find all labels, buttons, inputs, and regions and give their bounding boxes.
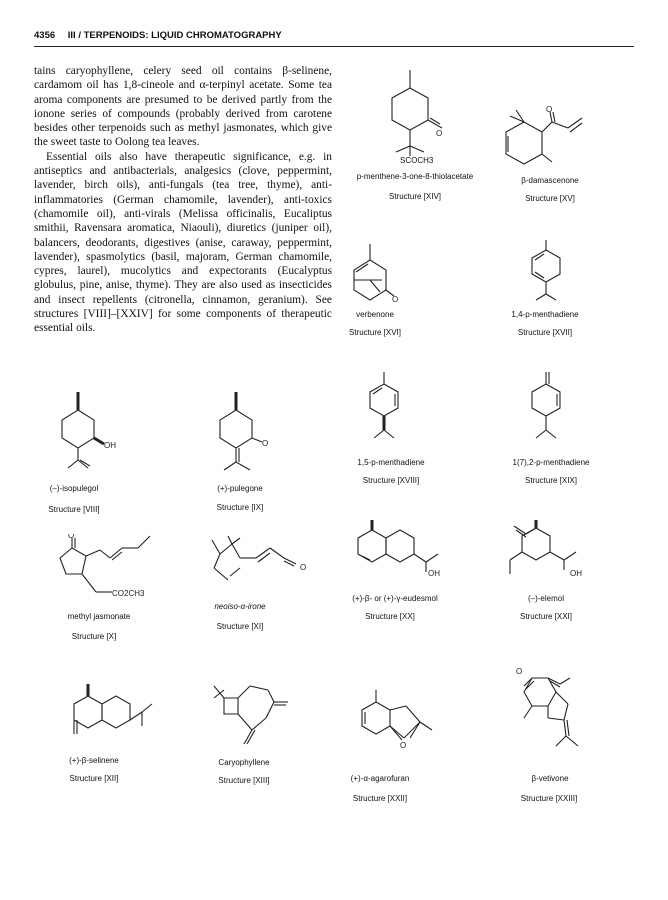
structure-xi-drawing <box>200 536 330 596</box>
structure-xxiii-drawing <box>506 664 616 774</box>
s8-name: (–)-isopulegol <box>49 484 99 493</box>
s8-hydroxyl: OH <box>104 441 116 450</box>
s10-ester: CO2CH3 <box>112 589 145 598</box>
s22-label: Structure [XXII] <box>352 794 408 803</box>
s9-label: Structure [IX] <box>216 503 264 512</box>
s19-name: 1(7),2-p-menthadiene <box>512 458 590 467</box>
s10-oxygen: O <box>68 534 75 540</box>
s14-atom-scoch3: SCOCH3 <box>400 156 434 165</box>
structure-xvi-drawing <box>342 238 422 318</box>
s18-name: 1,5-p-menthadiene <box>357 458 425 467</box>
s11-label: Structure [XI] <box>216 622 264 631</box>
s15-oxygen: O <box>546 105 553 114</box>
s22-oxygen: O <box>400 741 407 750</box>
header-rule <box>34 46 634 47</box>
s11-name: neoiso-α-irone <box>214 602 266 611</box>
s15-name: β-damascenone <box>521 176 579 185</box>
s16-label: Structure [XVI] <box>348 328 402 337</box>
paragraph-2: Essential oils also have therapeutic significance, e.g. in antiseptics and antibacterials, analgesics (clove, peppermint, lavender, birch oils), anti-fungals (tea tree, thyme), anti-inflammatories (German chamomile, lavender), anti-toxics (chamomile oil), anti-virals (Melissa officinalis, Eucaliptus smithii, Ravensara aromatica, Niaouli), diuretics (juniper oil), balancers, deodorants, digestives (anise, caraway, peppermint, lavender), spasmolytics (basil, majoram, German chamomile, cypres, laurel), mucolytics and expectorants (Eucalyptus globulus, pine, anise, thyme). They are also used as insecticides and insect repellents (citronella, cinnamon, geranium). See structures [VIII]–[XXIV] for some components of therapeutic essential oils. <box>34 150 332 335</box>
s17-label: Structure [XVII] <box>517 328 573 337</box>
page-number: 4356 <box>34 30 56 41</box>
s23-oxygen: O <box>516 667 523 676</box>
s17-name: 1,4-p-menthadiene <box>511 310 579 319</box>
s20-hydroxyl: OH <box>428 569 440 578</box>
s18-label: Structure [XVIII] <box>362 476 420 485</box>
s22-name: (+)-α-agarofuran <box>350 774 410 783</box>
s8-label: Structure [VIII] <box>48 505 100 514</box>
s21-label: Structure [XXI] <box>519 612 573 621</box>
s10-name: methyl jasmonate <box>67 612 131 621</box>
s14-name: p-menthene-3-one-8-thiolacetate <box>356 172 474 181</box>
s16-name: verbenone <box>356 310 394 319</box>
s10-label: Structure [X] <box>71 632 117 641</box>
s20-label: Structure [XX] <box>365 612 415 621</box>
structure-viii-drawing <box>56 390 146 480</box>
section-title: III / TERPENOIDS: LIQUID CHROMATOGRAPHY <box>67 30 282 41</box>
s23-label: Structure [XXIII] <box>520 794 578 803</box>
s12-label: Structure [XII] <box>69 774 119 783</box>
structure-xix-drawing <box>520 370 580 450</box>
s16-oxygen: O <box>392 295 399 304</box>
structure-xv-drawing <box>494 104 614 174</box>
s20-name: (+)-β- or (+)-γ-eudesmol <box>352 594 438 603</box>
s23-name: β-vetivone <box>531 774 569 783</box>
paragraph-1: tains caryophyllene, celery seed oil contains β-selinene, cardamom oil has 1,8-cineole and α-terpinyl acetate. Some tea aroma components are presumed to be derived partly from the ionone series of compounds (probably derived from carotene besides other terpenoids such as methyl jasmonates, which give the sweet taste to Oolong tea leaves. <box>34 65 332 149</box>
s15-label: Structure [XV] <box>525 194 575 203</box>
s9-oxygen: O <box>262 439 269 448</box>
s21-name: (–)-elemol <box>527 594 564 603</box>
s14-label: Structure [XIV] <box>388 192 442 201</box>
structure-xiii-drawing <box>200 680 310 760</box>
structure-xviii-drawing <box>358 370 418 450</box>
s12-name: (+)-β-selinene <box>69 756 119 765</box>
body-text <box>34 64 332 336</box>
s19-label: Structure [XIX] <box>524 476 578 485</box>
structure-xxii-drawing <box>338 688 448 768</box>
structure-x-drawing <box>56 534 186 604</box>
structure-xxi-drawing <box>500 518 630 588</box>
structure-xvii-drawing <box>520 238 580 308</box>
structure-xx-drawing <box>342 518 472 588</box>
running-header <box>34 30 634 46</box>
s21-hydroxyl: OH <box>570 569 582 578</box>
s9-name: (+)-pulegone <box>217 484 263 493</box>
s14-oxygen: O <box>436 129 443 138</box>
s13-label: Structure [XIII] <box>218 776 270 785</box>
s11-oxygen: O <box>300 563 307 572</box>
s13-name: Caryophyllene <box>218 758 270 767</box>
structure-ix-drawing <box>214 390 294 480</box>
structure-xii-drawing <box>56 682 166 752</box>
